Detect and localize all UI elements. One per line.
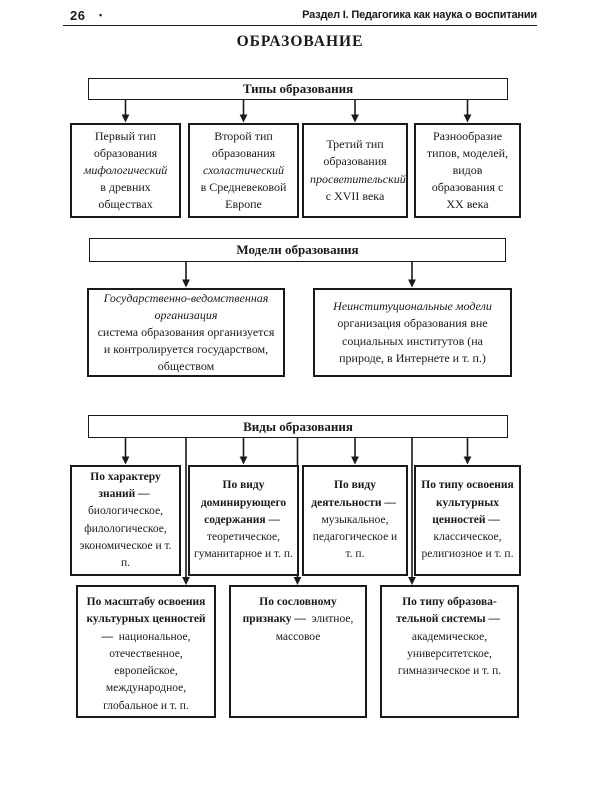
kind-bottom-1-criterion: По масштабу освоения культурных ценностей —	[86, 596, 206, 643]
type-3-term: просветительский	[310, 171, 406, 186]
type-1-tail: в древних обществах	[98, 180, 153, 212]
models-header-box: Модели образования	[89, 238, 506, 262]
type-1-term: мифологический	[83, 162, 168, 177]
kind-box-2	[188, 465, 299, 576]
type-box-3	[302, 123, 408, 218]
type-3-lead: Третий тип образования	[323, 137, 387, 169]
model-1-term: Государственно-ведомственная организация	[103, 290, 269, 322]
model-1-description: система образования организуется и контролируется государством, обществом	[97, 324, 275, 374]
kind-bottom-1-examples: национальное, отечественное, европейское, международное, глобальное и т. п.	[103, 630, 191, 712]
models-arrow-1	[182, 262, 190, 288]
running-title: Раздел I. Педагогика как наука о воспитании	[302, 9, 537, 21]
type-2-term: схоластический	[202, 162, 285, 177]
type-box-4-text	[422, 128, 513, 213]
kind-box-1	[70, 465, 181, 576]
kind-bottom-box-2	[229, 585, 367, 718]
kind-bottom-2-examples: элитное, массовое	[275, 613, 354, 643]
kind-bottom-2-criterion: По сословному признаку —	[242, 596, 337, 626]
type-1-lead: Первый тип образования	[93, 128, 158, 160]
page-number: 26	[70, 8, 86, 23]
kind-bottom-3-criterion: По типу образовательной системы —	[396, 596, 501, 626]
kinds-arrow-4	[464, 438, 472, 465]
model-2-description: организация образования вне социальных институтов (на природе, в Интернете и т. п.)	[337, 316, 488, 365]
kind-box-3	[302, 465, 408, 576]
type-box-2-text	[196, 128, 291, 213]
kind-bottom-box-3	[380, 585, 519, 718]
page-title: ОБРАЗОВАНИЕ	[236, 33, 364, 50]
model-box-2	[313, 288, 512, 377]
type-3-tail: с XVII века	[325, 188, 385, 203]
models-arrow-2	[408, 262, 416, 288]
kind-bottom-box-3-text	[388, 594, 511, 680]
kind-4-examples: классическое, религиозное и т. п.	[421, 531, 514, 561]
kind-2-criterion: По виду доминирующего содержания —	[200, 479, 287, 526]
kind-3-criterion: По виду деятельности —	[311, 479, 396, 509]
types-header-box: Типы образования	[88, 78, 508, 100]
type-2-lead: Второй тип образования	[211, 128, 276, 160]
model-box-1-text	[95, 290, 277, 375]
kind-box-1-text	[76, 469, 175, 573]
kinds-arrow-2	[240, 438, 248, 465]
types-arrow-2	[240, 100, 248, 123]
kind-2-examples: теоретическое, гуманитарное и т. п.	[194, 531, 293, 561]
kind-box-4	[414, 465, 521, 576]
type-box-1	[70, 123, 181, 218]
separator-dot-icon: •	[99, 10, 103, 20]
type-box-4	[414, 123, 521, 218]
model-2-term: Неинституциональные модели	[333, 299, 492, 314]
kind-box-4-text	[420, 477, 515, 563]
kind-1-criterion: По характеру знаний —	[90, 470, 161, 500]
kind-4-criterion: По типу освоения культурных ценностей —	[421, 479, 514, 526]
type-box-3-text	[310, 136, 406, 204]
types-arrow-3	[351, 100, 359, 123]
kind-box-3-text	[308, 477, 402, 563]
type-box-1-text	[78, 128, 173, 213]
kind-1-examples: биологическое, филологическое, экономическое и т. п.	[79, 505, 172, 569]
kinds-arrow-3	[351, 438, 359, 465]
kind-3-examples: музыкальное, педагогическое и т. п.	[312, 513, 398, 561]
kinds-arrow-1	[122, 438, 130, 465]
type-2-tail: в Средневековой Европе	[200, 180, 287, 212]
kind-bottom-box-2-text	[237, 594, 359, 646]
kind-box-2-text	[194, 477, 293, 563]
kinds-header-box: Виды образования	[88, 415, 508, 438]
types-arrow-1	[122, 100, 130, 123]
type-4-lead: Разнообразие типов, моделей, видов образования с XX века	[426, 128, 509, 212]
kind-bottom-3-examples: академическое, университетское, гимназическое и т. п.	[397, 630, 502, 677]
kind-bottom-box-1	[76, 585, 216, 718]
type-box-2	[188, 123, 299, 218]
kind-bottom-box-1-text	[84, 594, 208, 715]
model-box-1	[87, 288, 285, 377]
types-arrow-4	[464, 100, 472, 123]
model-box-2-text	[321, 298, 504, 366]
